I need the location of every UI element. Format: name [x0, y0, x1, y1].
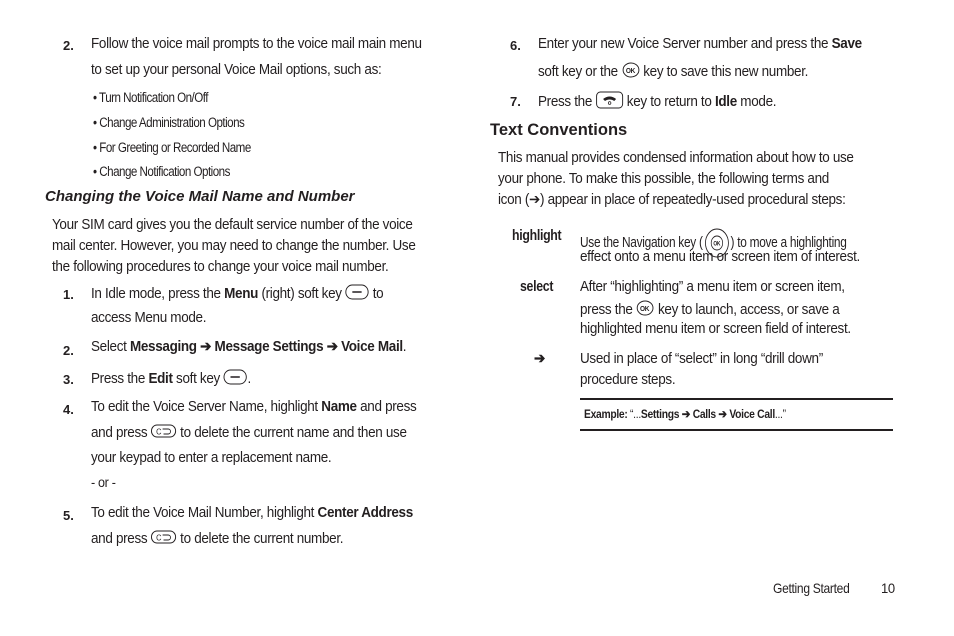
step-number: 6.	[510, 38, 521, 53]
paragraph-line: Your SIM card gives you the default service number of the voice	[52, 217, 413, 233]
arrow-icon: ➔	[534, 351, 545, 367]
list-item: • Turn Notification On/Off	[93, 90, 208, 105]
term-definition: highlighted menu item or screen field of interest.	[580, 321, 851, 337]
page-number: 10	[881, 580, 895, 596]
step-number: 1.	[63, 287, 74, 302]
footer-section: Getting Started	[773, 580, 850, 596]
paragraph-line: mail center. However, you may need to change the number. Use	[52, 238, 416, 254]
term-definition: effect onto a menu item or screen item of interest.	[580, 249, 860, 265]
svg-text:OK: OK	[712, 241, 720, 248]
step-number: 7.	[510, 94, 521, 109]
term-definition: Use the Navigation key ( OK ) to move a highlighting	[580, 228, 847, 258]
term-definition: procedure steps.	[580, 372, 676, 388]
divider	[580, 398, 893, 400]
step-number: 3.	[63, 372, 74, 387]
list-item: • Change Notification Options	[93, 164, 230, 179]
step-text: and press C to delete the current number.	[91, 530, 344, 547]
or-separator: - or -	[91, 475, 116, 490]
section-heading: Changing the Voice Mail Name and Number	[45, 188, 355, 205]
step-text: to set up your personal Voice Mail options, such as:	[91, 62, 382, 78]
term-definition: press the OK key to launch, access, or save a	[580, 300, 839, 320]
step-text: and press C to delete the current name and then use	[91, 424, 407, 441]
divider	[580, 429, 893, 431]
paragraph-line: This manual provides condensed information about how to use	[498, 150, 854, 166]
paragraph-line: icon (➔) appear in place of repeatedly-used procedural steps:	[498, 192, 846, 208]
term-definition: After “highlighting” a menu item or screen item,	[580, 279, 845, 295]
step-text: To edit the Voice Server Name, highlight Name and press	[91, 399, 417, 415]
step-text: In Idle mode, press the Menu (right) soft key to	[91, 284, 383, 304]
list-item: • For Greeting or Recorded Name	[93, 140, 251, 155]
clear-key-icon	[151, 424, 177, 442]
example-text: Example: “...Settings ➔ Calls ➔ Voice Call...”	[584, 407, 786, 421]
step-text: Follow the voice mail prompts to the voice mail main menu	[91, 36, 422, 52]
paragraph-line: your phone. To make this possible, the following terms and	[498, 171, 829, 187]
step-number: 2.	[63, 343, 74, 358]
step-text: Press the key to return to Idle mode.	[538, 91, 776, 113]
step-text: To edit the Voice Mail Number, highlight Center Address	[91, 505, 413, 521]
end-key-icon	[595, 91, 623, 113]
svg-text:C: C	[156, 533, 162, 543]
svg-text:OK: OK	[640, 305, 650, 314]
section-heading: Text Conventions	[490, 121, 628, 139]
step-number: 5.	[63, 508, 74, 523]
ok-key-icon	[636, 300, 655, 320]
step-text: Enter your new Voice Server number and press the Save	[538, 36, 862, 52]
term-label: select	[520, 279, 554, 295]
clear-key-icon	[151, 530, 177, 548]
step-text: Select Messaging ➔ Message Settings ➔ Voice Mail.	[91, 339, 407, 355]
step-text: Press the Edit soft key .	[91, 369, 251, 389]
ok-key-icon	[621, 62, 640, 82]
softkey-icon	[345, 284, 369, 304]
step-text: soft key or the OK key to save this new number.	[538, 62, 808, 82]
list-item: • Change Administration Options	[93, 115, 245, 130]
step-text: your keypad to enter a replacement name.	[91, 450, 332, 466]
softkey-icon	[223, 369, 247, 389]
svg-text:C: C	[156, 427, 162, 437]
step-number: 2.	[63, 38, 74, 53]
step-number: 4.	[63, 402, 74, 417]
paragraph-line: the following procedures to change your voice mail number.	[52, 259, 389, 275]
svg-text:OK: OK	[625, 67, 635, 76]
term-definition: Used in place of “select” in long “drill down”	[580, 351, 823, 367]
term-label: highlight	[512, 228, 562, 244]
step-text: access Menu mode.	[91, 310, 207, 326]
